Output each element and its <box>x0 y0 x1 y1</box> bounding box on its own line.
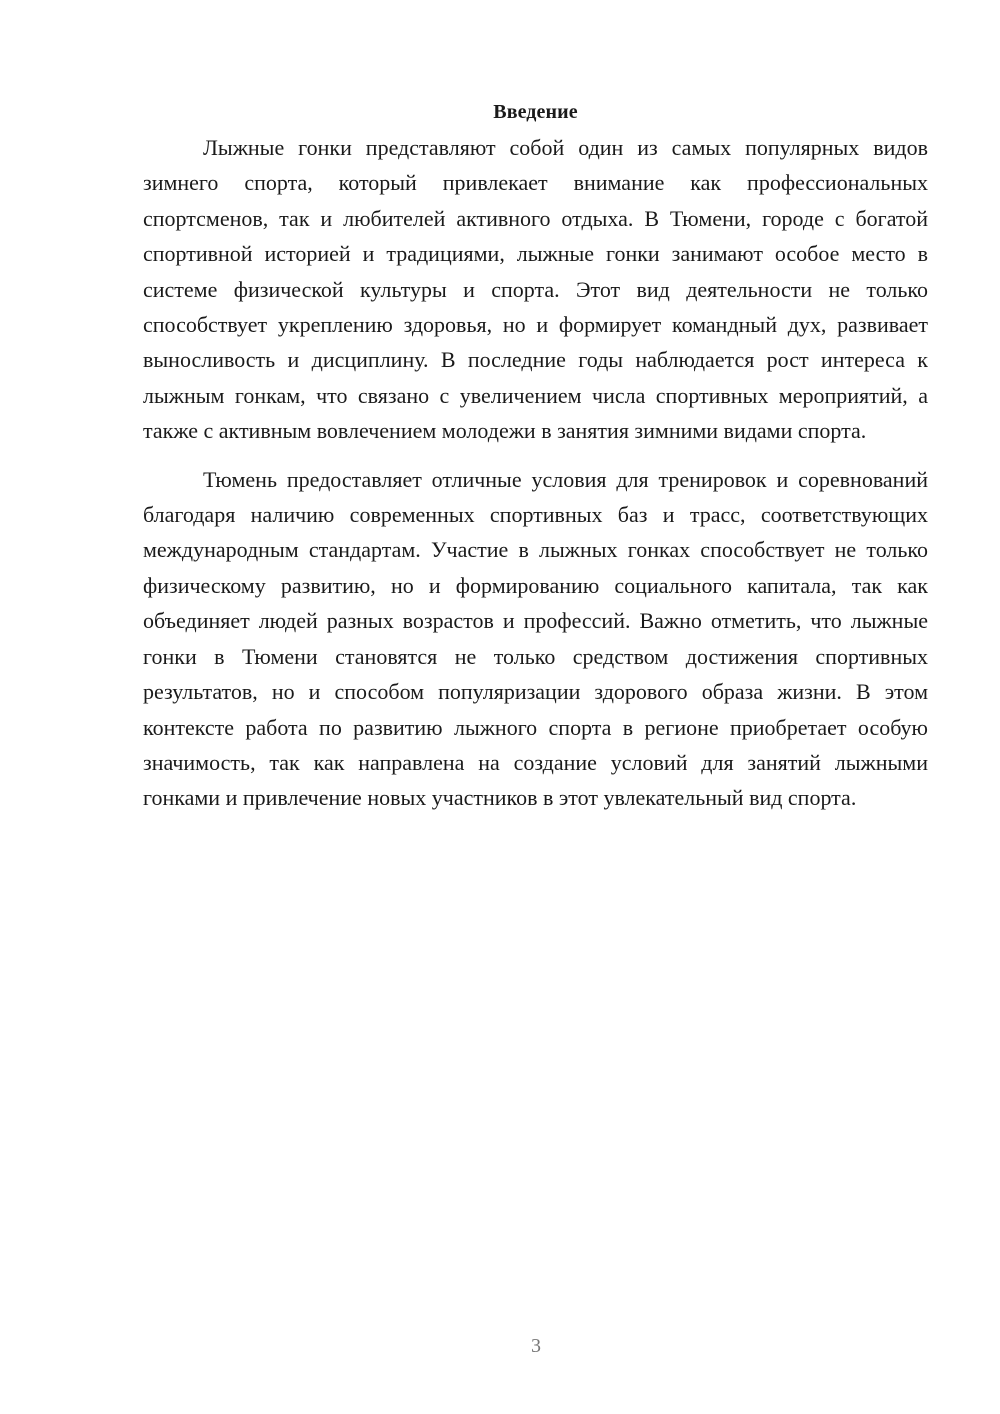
paragraph-intro: Лыжные гонки представляют собой один из самых популярных видов зимнего спорта, который привлекает внимание как профессиональных спортсменов, так и любителей активного отдыха. В Тюмени, городе с богатой спортивной историей и традициями, лыжные гонки занимают особое место в системе физической культуры и спорта. Этот вид деятельности не только способствует укреплению здоровья, но и формирует командный дух, развивает выносливость и дисциплину. В последние годы наблюдается рост интереса к лыжным гонкам, что связано с увеличением числа спортивных мероприятий, а также с активным вовлечением молодежи в занятия зимними видами спорта. <box>143 135 928 444</box>
paragraph-tyumen: Тюмень предоставляет отличные условия для тренировок и соревнований благодаря наличию современных спортивных баз и трасс, соответствующих международным стандартам. Участие в лыжных гонках способствует не только физическому развитию, но и формированию социального капитала, так как объединяет людей разных возрастов и профессий. Важно отметить, что лыжные гонки в Тюмени становятся не только средством достижения спортивных результатов, но и способом популяризации здорового образа жизни. В этом контексте работа по развитию лыжного спорта в регионе приобретает особую значимость, так как направлена на создание условий для занятий лыжными гонками и привлечение новых участников в этот увлекательный вид спорта. <box>143 466 928 811</box>
page-number: 3 <box>531 1335 541 1357</box>
page-content <box>143 96 928 816</box>
section-heading: Введение <box>493 101 578 123</box>
